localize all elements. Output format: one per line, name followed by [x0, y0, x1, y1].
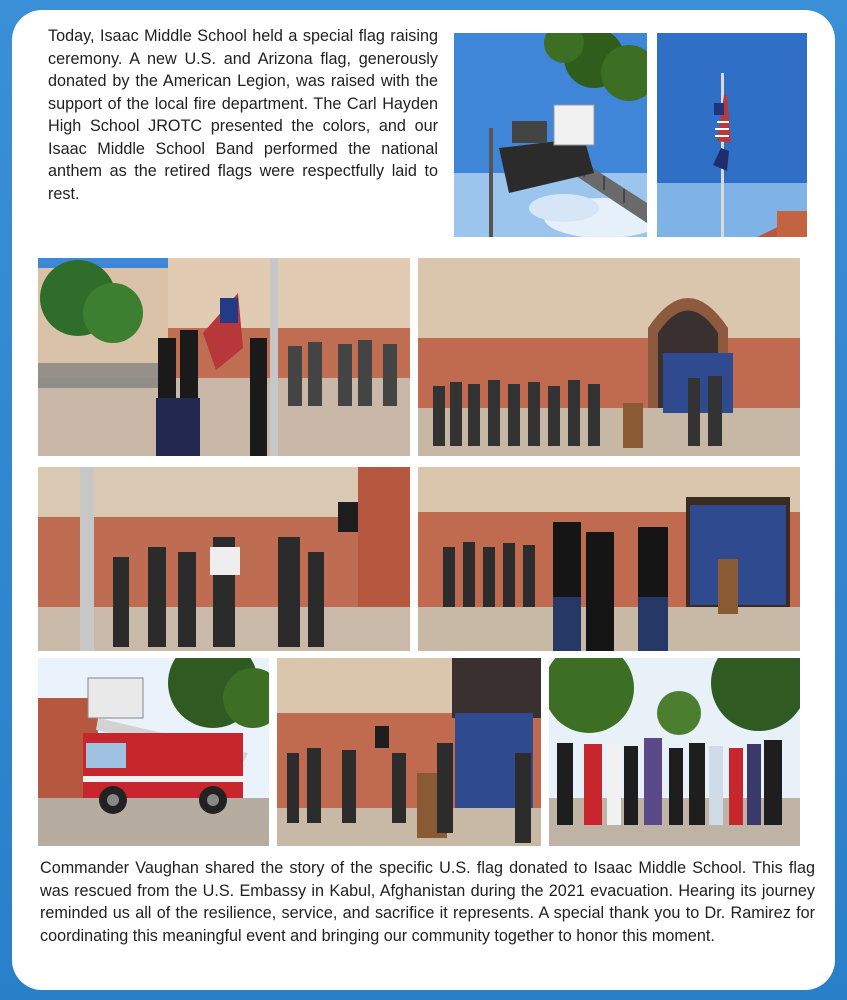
intro-paragraph: Today, Isaac Middle School held a special flag raising ceremony. A new U.S. and Arizona flag, generously donated by the American Legion, was raised with the support of the local fire department. The Carl Hayden High School JROTC presented the colors, and our Isaac Middle School Band performed the national anthem as the retired flags were respectfully laid to rest. [48, 27, 438, 203]
flagpole-with-flags-photo [657, 33, 807, 237]
fire-engine-photo [38, 658, 269, 846]
band-and-speaker-stage-photo [418, 258, 800, 456]
jrotc-presenting-colors-photo [418, 467, 800, 651]
speaker-at-podium-photo [277, 658, 541, 846]
group-of-veterans-photo [549, 658, 800, 846]
jrotc-raising-flag-photo [38, 258, 410, 456]
band-performing-photo [38, 467, 410, 651]
closing-paragraph: Commander Vaughan shared the story of the specific U.S. flag donated to Isaac Middle School. This flag was rescued from the U.S. Embassy in Kabul, Afghanistan during the 2021 evacuation. Hearing its journey reminded us all of the resilience, service, and sacrifice it represents. A special thank you to Dr. Ramirez for coordinating this meaningful event and bringing our community together to honor this moment. [40, 859, 815, 945]
fire-truck-ladder-bucket-photo [454, 33, 647, 237]
